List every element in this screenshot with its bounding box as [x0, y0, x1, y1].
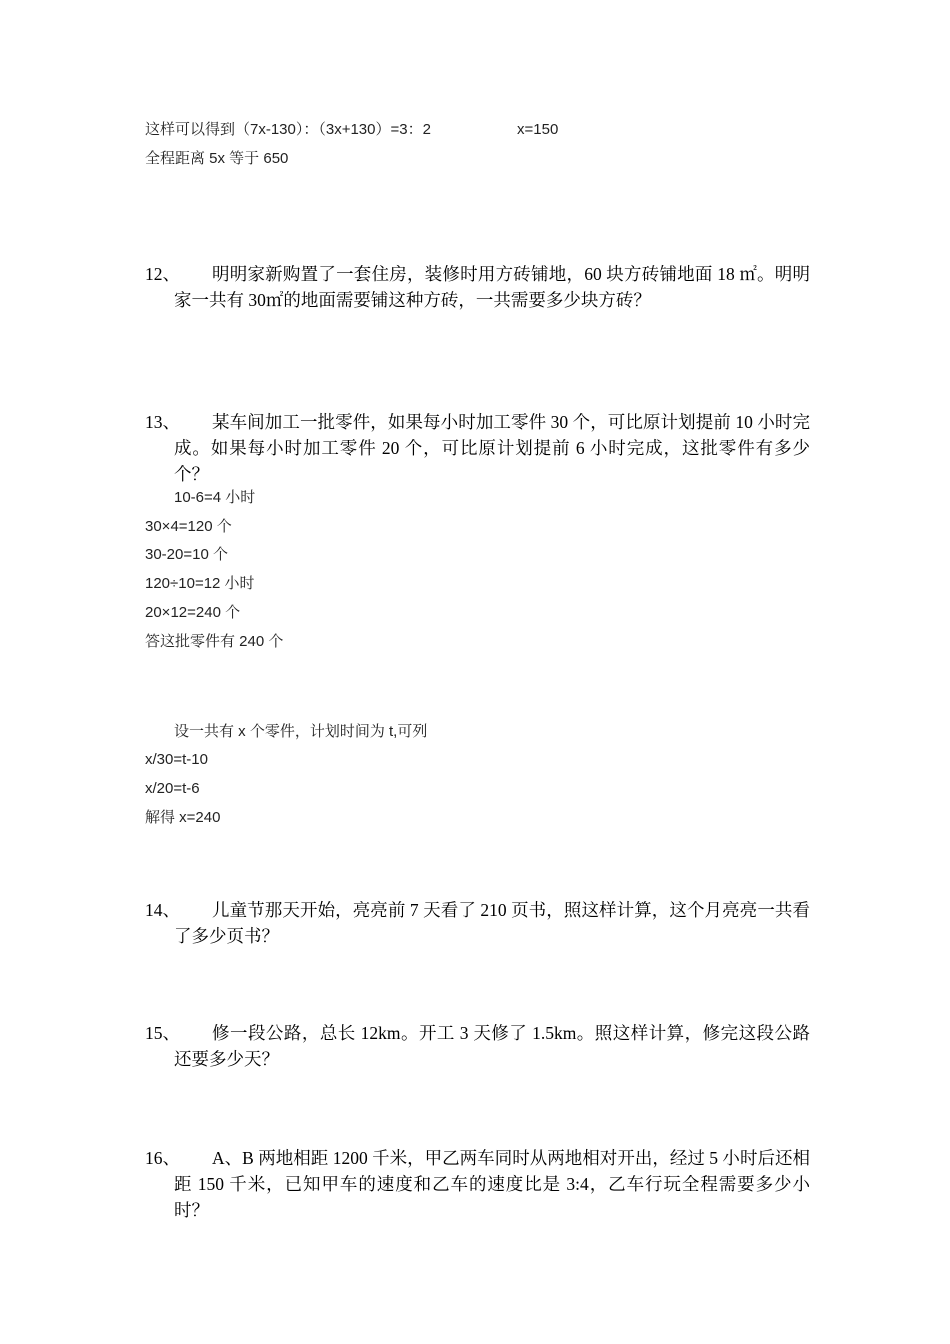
- solution-line: [145, 120, 431, 140]
- question-text: 儿童节那天开始，亮亮前 7 天看了 210 页书，照这样计算，这个月亮亮一共看了多少页书？: [174, 900, 810, 946]
- question-text: 某车间加工一批零件，如果每小时加工零件 30 个，可比原计划提前 10 小时完成。如果每小时加工零件 20 个，可比原计划提前 6 小时完成，这批零件有多少个？: [174, 412, 810, 484]
- question-14: [145, 897, 810, 949]
- solution-line: 设一共有 x 个零件，计划时间为 t,可列: [174, 723, 428, 740]
- question-text: A、B 两地相距 1200 千米，甲乙两车同时从两地相对开出，经过 5 小时后还相距 150 千米，已知甲车的速度和乙车的速度比是 3:4，乙车行玩全程需要多少小时？: [174, 1148, 810, 1220]
- solution-equation: 这样可以得到（7x-130）：（3x+130）=3：2: [145, 121, 431, 138]
- solution-line: x/30=t-10: [145, 751, 208, 768]
- solution-line: x/20=t-6: [145, 780, 200, 797]
- solution-line: 20×12=240 个: [145, 604, 241, 621]
- solution-answer: 解得 x=240: [145, 809, 221, 826]
- question-16: [145, 1145, 810, 1223]
- solution-answer: 答这批零件有 240 个: [145, 633, 284, 650]
- question-number: 15、: [145, 1023, 180, 1043]
- question-number: 16、: [145, 1148, 180, 1168]
- question-12: [145, 261, 810, 313]
- question-text: 修一段公路，总长 12km。开工 3 天修了 1.5km。照这样计算，修完这段公路还要多少天？: [174, 1023, 810, 1069]
- question-number: 13、: [145, 412, 180, 432]
- solution-line: 10-6=4 小时: [174, 489, 256, 506]
- question-15: [145, 1020, 810, 1072]
- solution-result: x=150: [517, 121, 559, 138]
- question-number: 12、: [145, 264, 180, 284]
- solution-line: 全程距离 5x 等于 650: [145, 150, 289, 167]
- solution-line: 120÷10=12 小时: [145, 575, 255, 592]
- question-13: [145, 409, 810, 487]
- question-text: 明明家新购置了一套住房，装修时用方砖铺地，60 块方砖铺地面 18 ㎡。明明家一共有 30㎡的地面需要铺这种方砖，一共需要多少块方砖？: [174, 264, 810, 310]
- question-number: 14、: [145, 900, 180, 920]
- solution-line: 30-20=10 个: [145, 546, 228, 563]
- solution-line: 30×4=120 个: [145, 518, 232, 535]
